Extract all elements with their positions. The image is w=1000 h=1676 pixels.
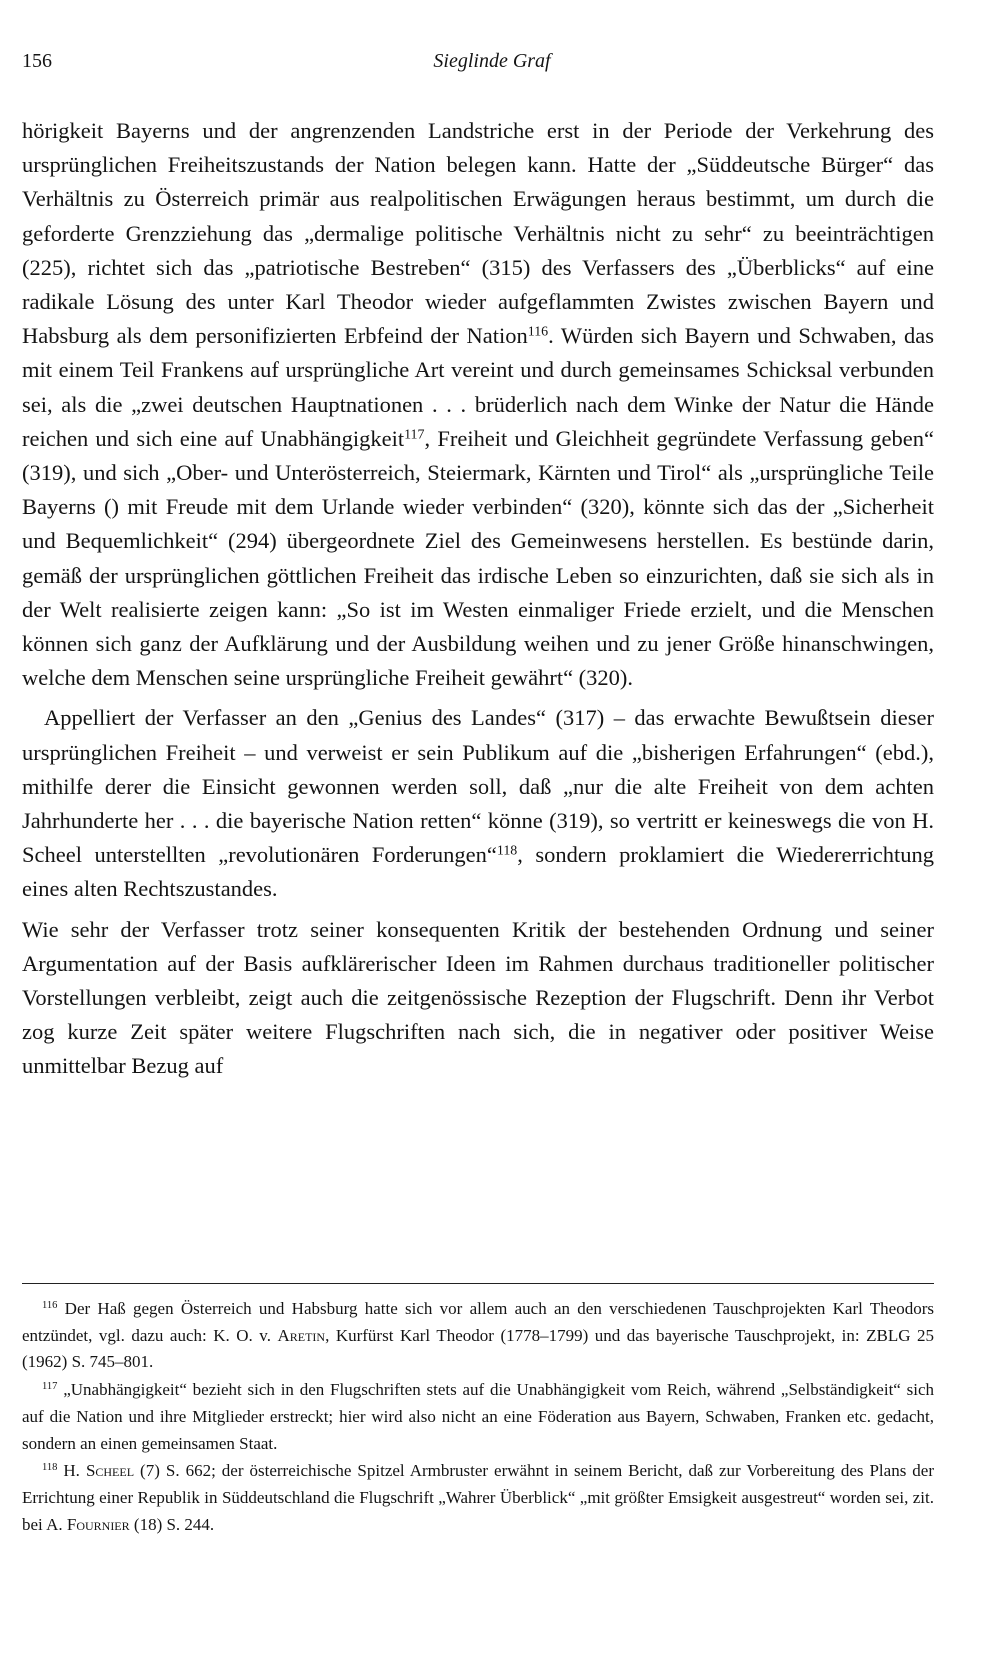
footnote-text: , Kurfürst Karl Theodor (1778–1799) und das bayerische Tauschprojekt, in: ZBLG 25 (1962) S. 745–801. <box>22 1325 934 1372</box>
page-number: 156 <box>22 50 52 72</box>
footnote-118 <box>22 1458 934 1538</box>
text-segment: Wie sehr der Verfasser trotz seiner konsequenten Kritik der bestehenden Ordnung und seiner Argumentation auf der Basis aufklärerischer Ideen im Rahmen durchaus traditioneller politischer Vorstellungen verbleibt, zeigt auch die zeitgenössische Rezeption der Flugschrift. Denn ihr Verbot zog kurze Zeit später weitere Flugschriften nach sich, die in negativer oder positiver Weise unmittelbar Bezug auf <box>22 916 934 1079</box>
footnote-text: H. <box>63 1461 86 1481</box>
running-head <box>22 50 932 80</box>
text-segment: , Freiheit und Gleichheit gegründete Verfassung geben“ (319), und sich „Ober- und Unterösterreich, Steiermark, Kärnten und Tirol“ als „ursprüngliche Teile Bayerns () mit Freude mit dem Urlande wieder verbinden“ (320), könnte sich das der „Sicherheit und Bequemlichkeit“ (294) übergeordnete Ziel des Gemeinwesens herstellen. Es bestünde darin, gemäß der ursprünglichen göttlichen Freiheit das irdische Leben so einzurichten, daß sie sich als in der Welt realisierte zeigen kann: „So ist im Westen einmaliger Friede erzielt, und die Menschen können sich ganz der Aufklärung und der Ausbildung weihen und zu jener Größe hinanschwingen, welche dem Menschen seine ursprüngliche Freiheit gewährt“ (320). <box>22 425 934 691</box>
footnote-text: „Unabhängigkeit“ bezieht sich in den Flugschriften stets auf die Unabhängigkeit vom Reich, während „Selbständigkeit“ sich auf die Nation und ihre Mitglieder erstreckt; hier wird also nicht an eine Föderation aus Bayern, Schwaben, Franken etc. gedacht, sondern an einen gemeinsamen Staat. <box>22 1380 935 1453</box>
footnote-ref-118: 118 <box>496 843 518 859</box>
author-name: Aretin <box>277 1325 326 1345</box>
paragraph <box>22 114 934 695</box>
footnotes <box>22 1296 934 1538</box>
text-segment: , sondern proklamiert die Wiedererrichtung eines alten Rechtszustandes. <box>22 842 934 902</box>
body-text <box>22 114 934 1084</box>
running-title: Sieglinde Graf <box>433 50 551 72</box>
text-segment: Appelliert der Verfasser an den „Genius des Landes“ (317) – das erwachte Bewußtsein dieser ursprünglichen Freiheit – und verweist er sein Publikum auf die „bisherigen Erfahrungen“ (ebd.), mithilfe derer die Einsicht gewonnen werden soll, daß „nur die alte Freiheit von dem achten Jahrhunderte her . . . die bayerische Nation retten“ könne (319), so vertritt er keineswegs die von H. Scheel unterstellten „revolutionären Forderungen“ <box>22 705 934 868</box>
footnote-116 <box>22 1296 934 1376</box>
footnote-text: (7) S. 662; der österreichische Spitzel Armbruster erwähnt in seinem Bericht, daß zur Vorbereitung des Plans der Errichtung einer Republik in Süddeutschland die Flugschrift „Wahrer Überblick“ „mit größter Emsigkeit ausgestreut“ worden sei, zit. bei A. <box>22 1461 935 1534</box>
footnote-rule <box>22 1283 934 1284</box>
paragraph <box>22 701 934 906</box>
footnote-text: (18) S. 244. <box>129 1514 215 1534</box>
author-name: Fournier <box>66 1514 130 1534</box>
footnote-ref-117: 117 <box>404 427 425 443</box>
text-segment: hörigkeit Bayerns und der angrenzenden Landstriche erst in der Periode der Verkehrung des ursprünglichen Freiheitszustands der Nation belegen kann. Hatte der „Süddeutsche Bürger“ das Verhältnis zu Österreich primär aus realpolitischen Erwägungen heraus bestimmt, um durch die geforderte Grenzziehung das „dermalige politische Verhältnis nicht zu sehr“ zu beeinträchtigen (225), richtet sich das „patriotische Bestreben“ (315) des Verfassers des „Überblicks“ auf eine radikale Lösung des unter Karl Theodor wieder aufgeflammten Zwistes zwischen Bayern und Habsburg als dem personifizierten Erbfeind der Nation <box>22 118 934 349</box>
text-segment: . Würden sich Bayern und Schwaben, das mit einem Teil Frankens auf ursprüngliche Art vereint und durch gemeinsames Schicksal verbunden sei, als die „zwei deutschen Hauptnationen . . . brüderlich nach dem Winke der Natur die Hände reichen und sich eine auf Unabhängigkeit <box>22 323 934 451</box>
footnote-text: Der Haß gegen Österreich und Habsburg hatte sich vor allem auch an den verschiedenen Tauschprojekten Karl Theodors entzündet, vgl. dazu auch: K. O. v. <box>22 1299 935 1345</box>
footnote-number: 116 <box>42 1300 58 1312</box>
author-name: Scheel <box>85 1461 135 1481</box>
footnote-ref-116: 116 <box>527 324 549 340</box>
footnote-number: 117 <box>42 1381 58 1393</box>
footnote-number: 118 <box>42 1462 58 1474</box>
footnote-117 <box>22 1377 934 1457</box>
paragraph <box>22 913 934 1084</box>
